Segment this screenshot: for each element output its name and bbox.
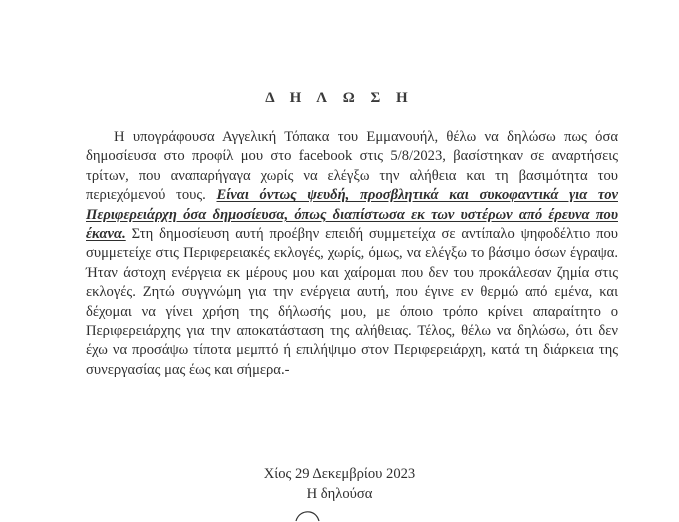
declarant-label: Η δηλούσα: [306, 486, 373, 502]
paragraph-emphasis: Είναι όντως ψευδή, προσβλητικά και συκοφαντικά για τον Περιφερειάρχη όσα δημοσίευσα, όπως διαπίστωσα εκ των υστέρων από έρευνα που έκανα.: [86, 187, 618, 243]
place-and-date: Χίος 29 Δεκεμβρίου 2023: [263, 466, 416, 482]
document-title: Δ Η Λ Ω Σ Η: [265, 90, 414, 106]
paragraph-text-rest: Στη δημοσίευση αυτή προέβην επειδή συμμετείχα σε αντίπαλο ψηφοδέλτιο που συμμετείχε στις Περιφερειακές εκλογές, χωρίς, όμως, να ελέγξω το βάσιμο όσων έγραψα. Ήταν άστοχη ενέργεια εκ μέρους μου και χαίρομαι που δεν του προκάλεσαν ζημία στις εκλογές. Ζητώ συγγνώμη για την ενέργεια αυτή, που έγινε εν θερμώ από εμένα, και δέχομαι να γίνει χρήση της δήλωσής μου, με όποιο τρόπο κρίνει απαραίτητο ο Περιφερειάρχης για την αποκατάσταση της αλήθειας. Τέλος, θέλω να δηλώσω, ότι δεν έχω να προσάψω τίποτα μεμπτό ή επιλήψιμο στον Περιφερειάρχη, κατά τη διάρκεια της συνεργασίας μας έως και σήμερα.-: [86, 226, 618, 378]
signature-mark: [292, 508, 322, 522]
declaration-paragraph: [86, 128, 618, 380]
paragraph-text-intro: Η υπογράφουσα Αγγελική Τόπακα του Εμμανουήλ, θέλω να δηλώσω πως όσα δημοσίευσα στο προφίλ μου στο facebook στις 5/8/2023, βασίστηκαν σε αναρτήσεις τρίτων, που αναπαρήγαγα χωρίς να ελέγξω την αλήθεια και τη βασιμότητα του περιεχόμενού τους.: [86, 129, 618, 204]
